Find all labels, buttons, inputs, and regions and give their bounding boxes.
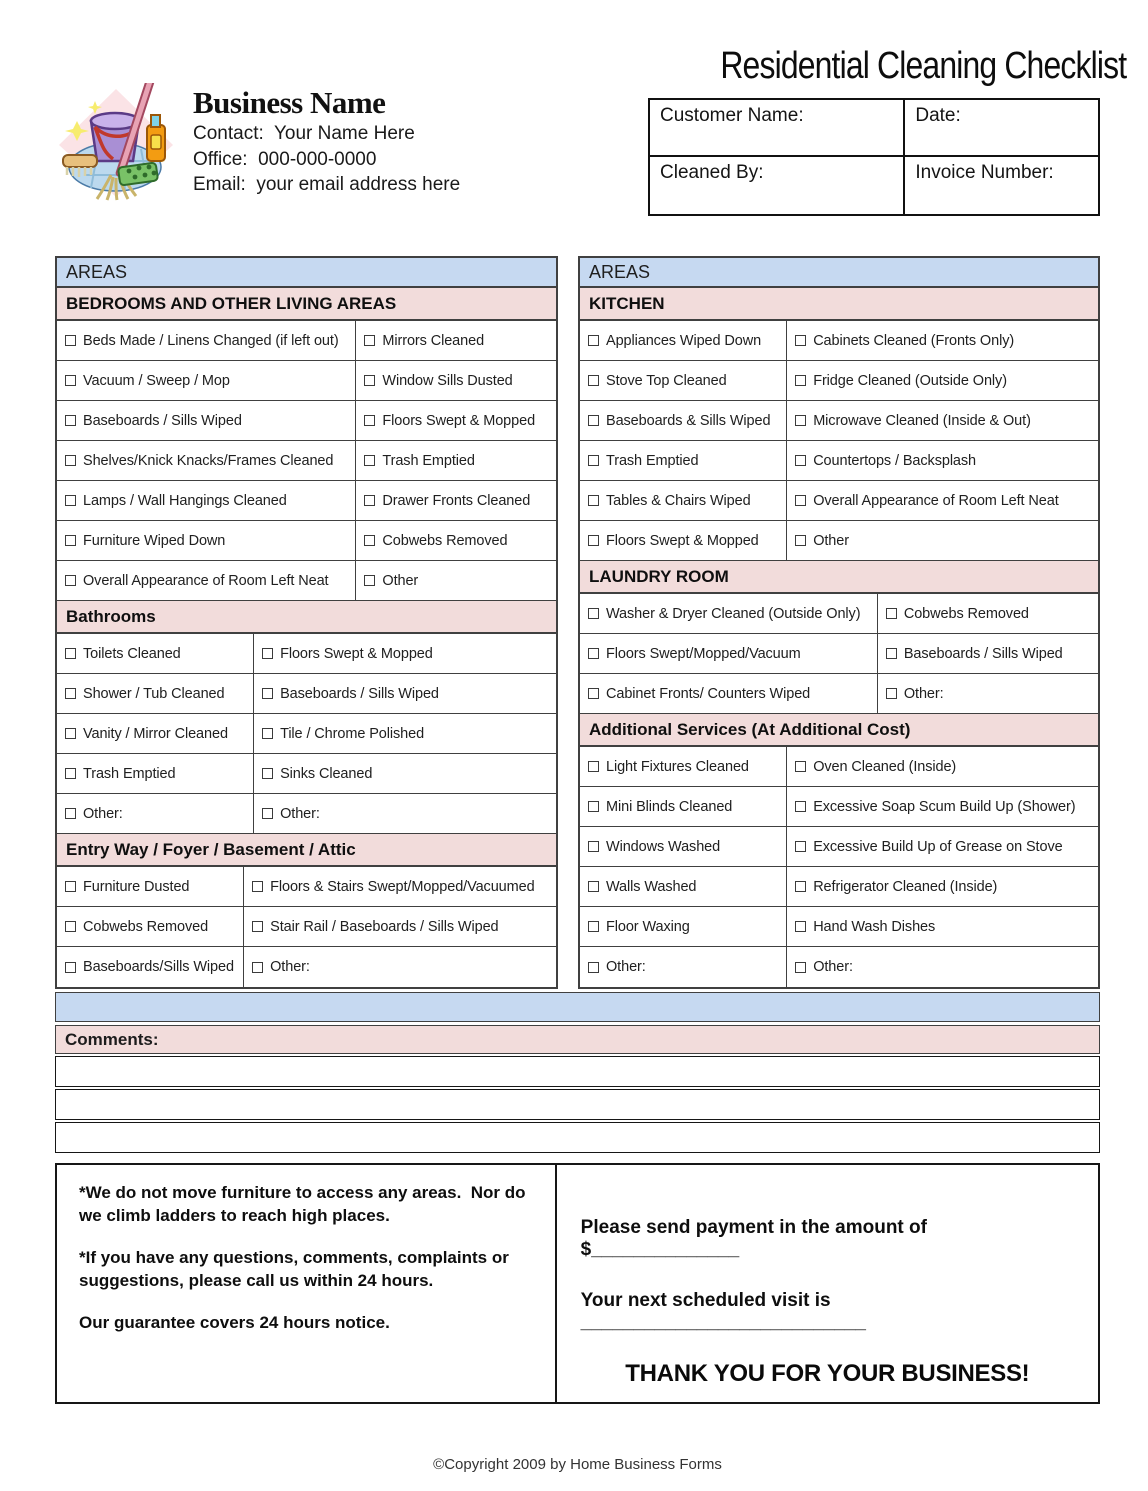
checkbox-icon[interactable] <box>795 375 806 386</box>
checkbox-icon[interactable] <box>65 728 76 739</box>
policy-note-1: *We do not move furniture to access any areas. Nor do we climb ladders to reach high places. <box>79 1183 531 1226</box>
checklist-item <box>254 674 556 713</box>
checklist-item <box>356 401 556 440</box>
comments-header: Comments: <box>55 1025 1100 1054</box>
checklist-item <box>57 794 254 833</box>
right-checklist-table <box>578 256 1100 989</box>
checkbox-icon[interactable] <box>886 608 897 619</box>
checkbox-icon[interactable] <box>65 415 76 426</box>
checklist-item-label: Overall Appearance of Room Left Neat <box>813 492 1059 509</box>
checklist-item-label: Floors Swept & Mopped <box>606 532 759 549</box>
checklist-item-label: Trash Emptied <box>382 452 475 469</box>
date-label: Date: <box>915 105 961 126</box>
title-block <box>648 45 1127 216</box>
checklist-item <box>580 521 787 560</box>
checklist-item <box>787 361 1098 400</box>
checklist-item-label: Walls Washed <box>606 878 697 895</box>
business-brand <box>55 83 460 201</box>
business-contact: Contact: Your Name Here <box>193 123 415 144</box>
checklist-item <box>244 907 556 946</box>
checklist-row <box>57 714 556 754</box>
checkbox-icon[interactable] <box>364 575 375 586</box>
areas-header-right: AREAS <box>580 258 1098 288</box>
checklist-row <box>57 867 556 907</box>
section-header-additional: Additional Services (At Additional Cost) <box>580 714 1098 747</box>
checklist-item <box>580 594 878 633</box>
checklist-item <box>57 361 356 400</box>
checkbox-icon[interactable] <box>262 648 273 659</box>
checklist-item <box>787 441 1098 480</box>
invoice-number-label: Invoice Number: <box>915 162 1054 183</box>
checklist-item <box>57 947 244 987</box>
checkbox-icon[interactable] <box>364 535 375 546</box>
checklist-item-label: Mirrors Cleaned <box>382 332 485 349</box>
checklist-item-label: Cobwebs Removed <box>903 605 1029 622</box>
checkbox-icon[interactable] <box>588 921 599 932</box>
checkbox-icon[interactable] <box>795 415 806 426</box>
checklist-item <box>244 947 556 987</box>
checklist-item <box>580 481 787 520</box>
page-header <box>55 45 1127 223</box>
checklist-item-label: Baseboards / Sills Wiped <box>903 645 1063 662</box>
checkbox-icon[interactable] <box>588 375 599 386</box>
checklist-item-label: Furniture Dusted <box>83 878 190 895</box>
checklist-item-label: Other: <box>270 959 310 975</box>
section-header-entryway: Entry Way / Foyer / Basement / Attic <box>57 834 556 867</box>
checkbox-icon[interactable] <box>262 688 273 699</box>
checkbox-icon[interactable] <box>795 962 806 973</box>
date-cell[interactable] <box>905 100 1098 157</box>
checklist-item-label: Lamps / Wall Hangings Cleaned <box>83 492 287 509</box>
checkbox-icon[interactable] <box>588 495 599 506</box>
checklist-item <box>787 947 1098 987</box>
checkbox-icon[interactable] <box>65 375 76 386</box>
checklist-item <box>57 521 356 560</box>
checklist-item-label: Other: <box>280 805 320 822</box>
right-sections <box>580 288 1098 987</box>
checklist-item <box>580 361 787 400</box>
checkbox-icon[interactable] <box>588 608 599 619</box>
checklist-item <box>57 481 356 520</box>
checklist-row <box>580 321 1098 361</box>
customer-name-label: Customer Name: <box>660 105 804 126</box>
checkbox-icon[interactable] <box>262 728 273 739</box>
checkbox-icon[interactable] <box>252 921 263 932</box>
checklist-item <box>878 594 1098 633</box>
section-header-bedrooms: BEDROOMS AND OTHER LIVING AREAS <box>57 288 556 321</box>
checklist-item <box>580 441 787 480</box>
checklist-item-label: Other <box>382 572 419 589</box>
checklist-item <box>57 634 254 673</box>
copyright-notice: ©Copyright 2009 by Home Business Forms <box>433 1456 722 1473</box>
checklist-row <box>57 794 556 834</box>
business-name: Business Name <box>193 85 386 120</box>
checklist-item-label: Vanity / Mirror Cleaned <box>83 725 228 742</box>
checkbox-icon[interactable] <box>886 688 897 699</box>
checklist-row <box>57 401 556 441</box>
checkbox-icon[interactable] <box>65 808 76 819</box>
checklist-item <box>787 521 1098 560</box>
checklist-item-label: Windows Washed <box>606 838 721 855</box>
checklist-row <box>580 787 1098 827</box>
checkbox-icon[interactable] <box>795 761 806 772</box>
checklist-row <box>580 361 1098 401</box>
checklist-item <box>57 867 244 906</box>
checklist-row <box>580 907 1098 947</box>
checklist-item-label: Overall Appearance of Room Left Neat <box>83 572 329 589</box>
section-header-kitchen: KITCHEN <box>580 288 1098 321</box>
policy-note-3: Our guarantee covers 24 hours notice. <box>79 1312 390 1332</box>
checkbox-icon[interactable] <box>795 801 806 812</box>
checklist-item <box>787 401 1098 440</box>
checklist-item <box>356 561 556 600</box>
checklist-item-label: Light Fixtures Cleaned <box>606 758 749 775</box>
checkbox-icon[interactable] <box>364 335 375 346</box>
checklist-item-label: Oven Cleaned (Inside) <box>813 758 957 775</box>
checklist-item-label: Trash Emptied <box>83 765 176 782</box>
checklist-item <box>254 634 556 673</box>
checkbox-icon[interactable] <box>65 962 76 973</box>
checklist-item-label: Floors Swept & Mopped <box>382 412 536 429</box>
checklist-item-label: Countertops / Backsplash <box>813 452 977 469</box>
checklist-item <box>580 787 787 826</box>
checklist-row <box>57 947 556 987</box>
cleaned-by-cell[interactable] <box>650 157 905 214</box>
checklist-item-label: Microwave Cleaned (Inside & Out) <box>813 412 1031 429</box>
checklist-item-label: Window Sills Dusted <box>382 372 513 389</box>
footer-box <box>55 1163 1100 1404</box>
payment-panel <box>557 1165 1098 1402</box>
checklist-row <box>580 827 1098 867</box>
checkbox-icon[interactable] <box>262 808 273 819</box>
checklist-item <box>787 907 1098 946</box>
checkbox-icon[interactable] <box>588 881 599 892</box>
checkbox-icon[interactable] <box>588 648 599 659</box>
checkbox-icon[interactable] <box>588 841 599 852</box>
checkbox-icon[interactable] <box>65 881 76 892</box>
checklist-item-label: Baseboards/Sills Wiped <box>83 959 234 975</box>
checkbox-icon[interactable] <box>65 768 76 779</box>
checklist-row <box>57 634 556 674</box>
checklist-row <box>57 481 556 521</box>
checklist-item-label: Other: <box>606 959 646 975</box>
checklist-row <box>580 441 1098 481</box>
checkbox-icon[interactable] <box>65 335 76 346</box>
checkbox-icon[interactable] <box>65 495 76 506</box>
checklist-item <box>787 827 1098 866</box>
invoice-number-cell[interactable] <box>905 157 1098 214</box>
checklist-item <box>356 321 556 360</box>
checklist-row <box>580 867 1098 907</box>
checkbox-icon[interactable] <box>588 415 599 426</box>
checklist-row <box>57 907 556 947</box>
checkbox-icon[interactable] <box>588 761 599 772</box>
checklist-row <box>580 634 1098 674</box>
document-title: Residential Cleaning Checklist <box>720 45 1127 87</box>
checklist-item <box>57 561 356 600</box>
checklist-item <box>787 747 1098 786</box>
checklist-item <box>787 787 1098 826</box>
checkbox-icon[interactable] <box>262 768 273 779</box>
business-office-phone: Office: 000-000-0000 <box>193 148 377 170</box>
left-sections <box>57 288 556 987</box>
checklist-row <box>580 947 1098 987</box>
checklist-item-label: Stair Rail / Baseboards / Sills Wiped <box>270 918 499 935</box>
checklist-item <box>787 321 1098 360</box>
customer-info-table <box>648 98 1100 216</box>
checklist-item-label: Floors Swept & Mopped <box>280 645 433 662</box>
checkbox-icon[interactable] <box>364 455 375 466</box>
policy-notes <box>57 1165 557 1402</box>
checklist-item <box>57 907 244 946</box>
checkbox-icon[interactable] <box>588 455 599 466</box>
checklist-item <box>878 674 1098 713</box>
business-info <box>193 83 460 201</box>
comments-line-2[interactable] <box>55 1089 1100 1120</box>
checklist-item <box>57 674 254 713</box>
areas-header-left: AREAS <box>57 258 556 288</box>
checklist-item <box>57 754 254 793</box>
payment-amount-line: Please send payment in the amount of $______________ <box>580 1217 927 1260</box>
policy-note-2: *If you have any questions, comments, complaints or suggestions, please call us within 24 hours. <box>79 1247 514 1291</box>
checklist-row <box>580 401 1098 441</box>
checklist-item <box>787 481 1098 520</box>
checklist-item <box>356 361 556 400</box>
checklist-item-label: Other: <box>813 959 853 975</box>
next-visit-line: Your next scheduled visit is ___________________________ <box>580 1290 866 1333</box>
checkbox-icon[interactable] <box>795 455 806 466</box>
checkbox-icon[interactable] <box>795 535 806 546</box>
checklist-item <box>254 714 556 753</box>
checklist-row <box>57 674 556 714</box>
checklist-item <box>580 907 787 946</box>
checklist-item-label: Fridge Cleaned (Outside Only) <box>813 372 1007 389</box>
checklist-item <box>580 401 787 440</box>
checkbox-icon[interactable] <box>795 335 806 346</box>
checklist-item-label: Beds Made / Linens Changed (if left out) <box>83 332 339 349</box>
checklist-item <box>878 634 1098 673</box>
checklist-item-label: Refrigerator Cleaned (Inside) <box>813 878 998 895</box>
checkbox-icon[interactable] <box>588 335 599 346</box>
checklist-item <box>57 714 254 753</box>
checkbox-icon[interactable] <box>364 375 375 386</box>
cleaning-supplies-icon <box>55 83 177 201</box>
checklist-item <box>356 481 556 520</box>
checklist-row <box>57 441 556 481</box>
checkbox-icon[interactable] <box>252 881 263 892</box>
checklist-item <box>580 867 787 906</box>
checklist-item-label: Tile / Chrome Polished <box>280 725 425 742</box>
checklist-item-label: Mini Blinds Cleaned <box>606 798 733 815</box>
checklist-item-label: Shelves/Knick Knacks/Frames Cleaned <box>83 452 334 469</box>
checkbox-icon[interactable] <box>588 962 599 973</box>
comments-line-1[interactable] <box>55 1056 1100 1087</box>
checklist-item <box>57 401 356 440</box>
business-email: Email: your email address here <box>193 174 461 196</box>
checklist-item-label: Cabinets Cleaned (Fronts Only) <box>813 332 1015 349</box>
section-header-bathrooms: Bathrooms <box>57 601 556 634</box>
checklist-row <box>57 321 556 361</box>
checklist-item-label: Floor Waxing <box>606 918 690 935</box>
checklist-item <box>356 521 556 560</box>
checklist-row <box>580 481 1098 521</box>
checkbox-icon[interactable] <box>65 921 76 932</box>
left-checklist-table <box>55 256 558 989</box>
checklist-item-label: Tables & Chairs Wiped <box>606 492 751 509</box>
checklist-item <box>57 321 356 360</box>
checklist-row <box>57 754 556 794</box>
checklist-item-label: Baseboards / Sills Wiped <box>83 412 242 429</box>
checklist-row <box>57 561 556 601</box>
checklist-item <box>254 754 556 793</box>
checklist-item-label: Vacuum / Sweep / Mop <box>83 372 230 389</box>
checklist-item-label: Other <box>813 532 849 549</box>
checklist-item <box>244 867 556 906</box>
checklist-item-label: Other: <box>903 685 944 702</box>
checklist-item <box>580 827 787 866</box>
checklist-item-label: Baseboards & Sills Wiped <box>606 412 771 429</box>
checklist-item-label: Cobwebs Removed <box>83 918 209 935</box>
checklist-item-label: Floors & Stairs Swept/Mopped/Vacuumed <box>270 878 535 895</box>
checklist-row <box>580 747 1098 787</box>
checkbox-icon[interactable] <box>65 575 76 586</box>
checklist-item <box>356 441 556 480</box>
checklist-row <box>580 594 1098 634</box>
checkbox-icon[interactable] <box>795 921 806 932</box>
comments-line-3[interactable] <box>55 1122 1100 1153</box>
checklist-item-label: Drawer Fronts Cleaned <box>382 492 531 509</box>
checkbox-icon[interactable] <box>364 415 375 426</box>
checklist-item-label: Baseboards / Sills Wiped <box>280 685 439 702</box>
checklist-row <box>57 361 556 401</box>
checkbox-icon[interactable] <box>65 688 76 699</box>
checklist-item <box>57 441 356 480</box>
checklist-item-label: Shower / Tub Cleaned <box>83 685 225 702</box>
checklist-item-label: Stove Top Cleaned <box>606 372 727 389</box>
cleaning-supplies-logo <box>55 83 177 201</box>
checkbox-icon[interactable] <box>886 648 897 659</box>
checklist-item <box>580 321 787 360</box>
checklist-columns <box>55 256 1100 989</box>
checkbox-icon[interactable] <box>795 495 806 506</box>
checklist-item <box>787 867 1098 906</box>
checklist-item-label: Excessive Soap Scum Build Up (Shower) <box>813 798 1076 815</box>
checklist-item-label: Sinks Cleaned <box>280 765 373 782</box>
checklist-item <box>254 794 556 833</box>
checklist-item <box>580 747 787 786</box>
checklist-item-label: Appliances Wiped Down <box>606 332 762 349</box>
checkbox-icon[interactable] <box>588 688 599 699</box>
divider-band <box>55 992 1100 1022</box>
section-header-laundry: LAUNDRY ROOM <box>580 561 1098 594</box>
thank-you-message: THANK YOU FOR YOUR BUSINESS! <box>625 1360 1030 1387</box>
checklist-item-label: Toilets Cleaned <box>83 645 181 662</box>
checkbox-icon[interactable] <box>588 535 599 546</box>
checkbox-icon[interactable] <box>364 495 375 506</box>
checklist-item-label: Washer & Dryer Cleaned (Outside Only) <box>606 605 861 622</box>
checklist-item <box>580 947 787 987</box>
checklist-row <box>580 674 1098 714</box>
checklist-item-label: Cobwebs Removed <box>382 532 508 549</box>
cleaned-by-label: Cleaned By: <box>660 162 764 183</box>
customer-name-cell[interactable] <box>650 100 905 157</box>
checklist-item <box>580 674 878 713</box>
checklist-item-label: Trash Emptied <box>606 452 699 469</box>
checkbox-icon[interactable] <box>65 535 76 546</box>
checklist-item-label: Hand Wash Dishes <box>813 918 936 935</box>
checkbox-icon[interactable] <box>252 962 263 973</box>
checklist-item-label: Floors Swept/Mopped/Vacuum <box>606 645 801 662</box>
checklist-row <box>580 521 1098 561</box>
checklist-item-label: Cabinet Fronts/ Counters Wiped <box>606 685 811 702</box>
checkbox-icon[interactable] <box>795 841 806 852</box>
checkbox-icon[interactable] <box>65 455 76 466</box>
checklist-item-label: Other: <box>83 805 123 822</box>
checklist-item-label: Furniture Wiped Down <box>83 532 226 549</box>
checkbox-icon[interactable] <box>795 881 806 892</box>
checklist-item <box>580 634 878 673</box>
checklist-row <box>57 521 556 561</box>
checklist-item-label: Excessive Build Up of Grease on Stove <box>813 838 1063 855</box>
checkbox-icon[interactable] <box>588 801 599 812</box>
checkbox-icon[interactable] <box>65 648 76 659</box>
